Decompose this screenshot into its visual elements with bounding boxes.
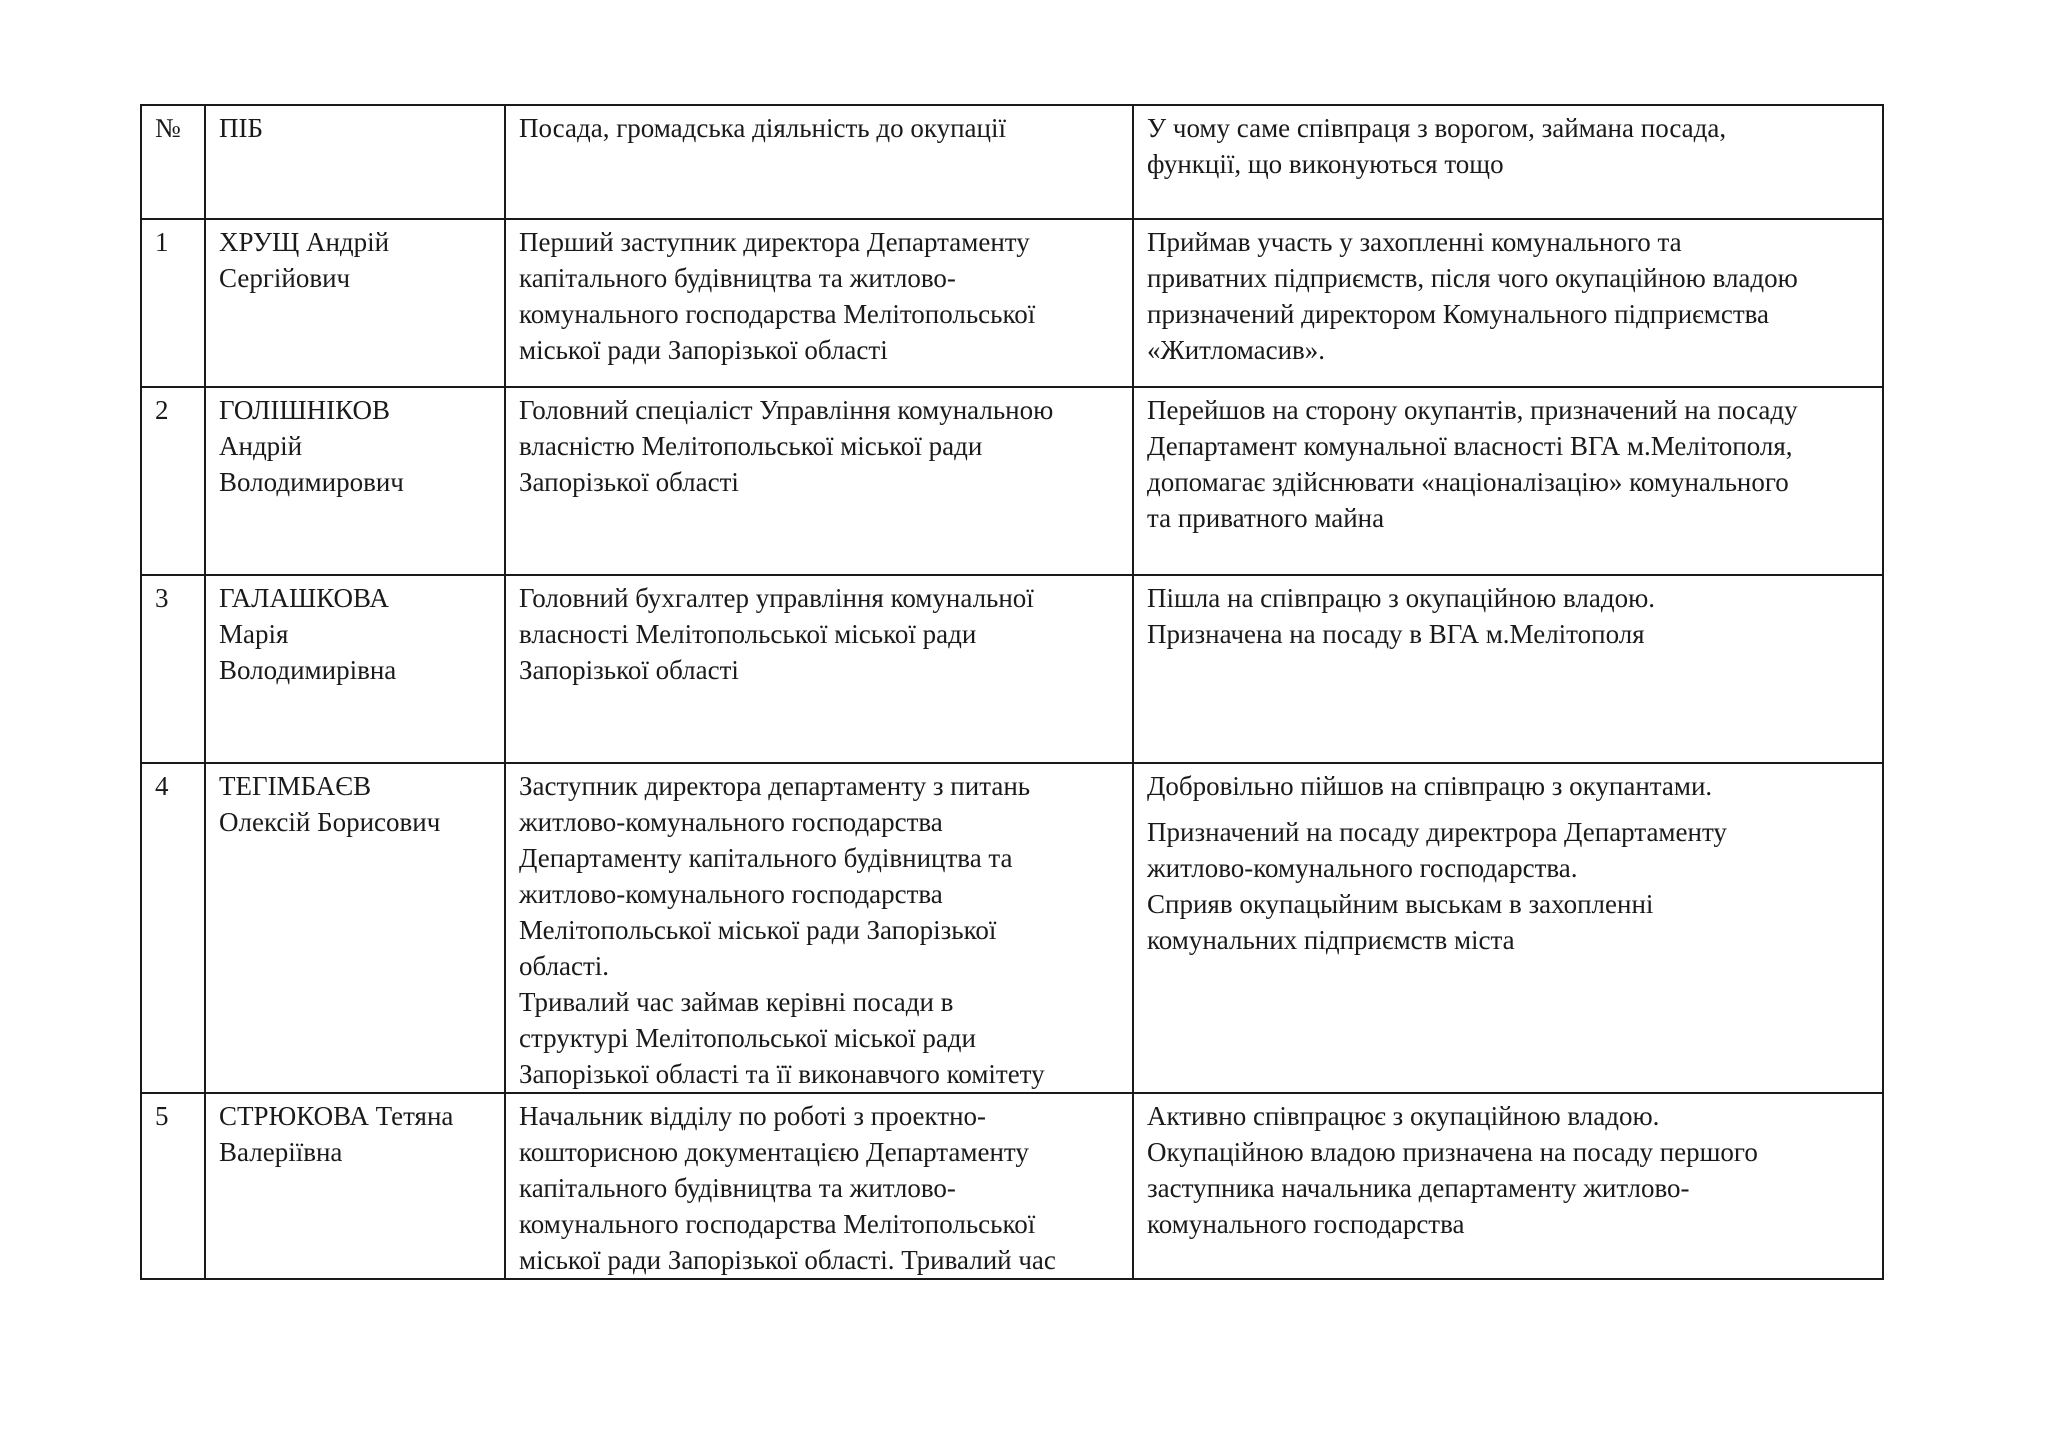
row-num: 5 (141, 1093, 205, 1279)
row-num: 1 (141, 219, 205, 387)
header-num: № (141, 105, 205, 219)
table-row (141, 575, 1883, 763)
row-collaboration: Пішла на співпрацю з окупаційною владою. Призначена на посаду в ВГА м.Мелітополя (1133, 575, 1883, 763)
header-collaboration: У чому саме співпраця з ворогом, займана посада, функції, що виконуються тощо (1133, 105, 1883, 219)
row-name: ХРУЩ Андрій Сергійович (205, 219, 505, 387)
row-position: Перший заступник директора Департаменту капітального будівництва та житлово- комунального господарства Мелітопольської міської ради Запорізької області (505, 219, 1133, 387)
row-collaboration: Приймав участь у захопленні комунального та приватних підприємств, після чого окупаційною владою призначений директором Комунального підприємства «Житломасив». (1133, 219, 1883, 387)
table-row (141, 387, 1883, 575)
row-position: Начальник відділу по роботі з проектно- кошторисною документацією Департаменту капітального будівництва та житлово- комунального господарства Мелітопольської міської ради Запорізької області. Тривалий час (505, 1093, 1133, 1279)
collaborators-table (140, 104, 1884, 1280)
row-collaboration: Активно співпрацює з окупаційною владою. Окупаційною владою призначена на посаду першого заступника начальника департаменту житлово- комунального господарства (1133, 1093, 1883, 1279)
table-row (141, 1093, 1883, 1279)
row-name: ГОЛІШНІКОВ Андрій Володимирович (205, 387, 505, 575)
row-num: 4 (141, 763, 205, 1093)
table-row (141, 763, 1883, 1093)
header-name: ПІБ (205, 105, 505, 219)
row-name: ГАЛАШКОВА Марія Володимирівна (205, 575, 505, 763)
row-name: ТЕГІМБАЄВ Олексій Борисович (205, 763, 505, 1093)
row-collaboration: Перейшов на сторону окупантів, призначений на посаду Департамент комунальної власності ВГА м.Мелітополя, допомагає здійснювати «націоналізацію» комунального та приватного майна (1133, 387, 1883, 575)
table-header-row (141, 105, 1883, 219)
row-name: СТРЮКОВА Тетяна Валеріївна (205, 1093, 505, 1279)
row-position: Головний бухгалтер управління комунальної власності Мелітопольської міської ради Запорізької області (505, 575, 1133, 763)
header-position: Посада, громадська діяльність до окупації (505, 105, 1133, 219)
table-row (141, 219, 1883, 387)
row-num: 2 (141, 387, 205, 575)
collaboration-paragraph: Добровільно пійшов на співпрацю з окупантами. (1147, 771, 1713, 801)
row-num: 3 (141, 575, 205, 763)
row-position: Головний спеціаліст Управління комунальною власністю Мелітопольської міської ради Запорізької області (505, 387, 1133, 575)
row-collaboration (1133, 763, 1883, 1093)
row-position: Заступник директора департаменту з питань житлово-комунального господарства Департаменту капітального будівництва та житлово-комунального господарства Мелітопольської міської ради Запорізької області. Тривалий час займав керівні посади в структурі Мелітопольської міської ради Запорізької області та її виконавчого комітету (505, 763, 1133, 1093)
collaboration-paragraph: Призначений на посаду директрора Департаменту житлово-комунального господарства. Сприяв окупацыйним выськам в захопленні комунальних підприємств міста (1147, 817, 1727, 955)
